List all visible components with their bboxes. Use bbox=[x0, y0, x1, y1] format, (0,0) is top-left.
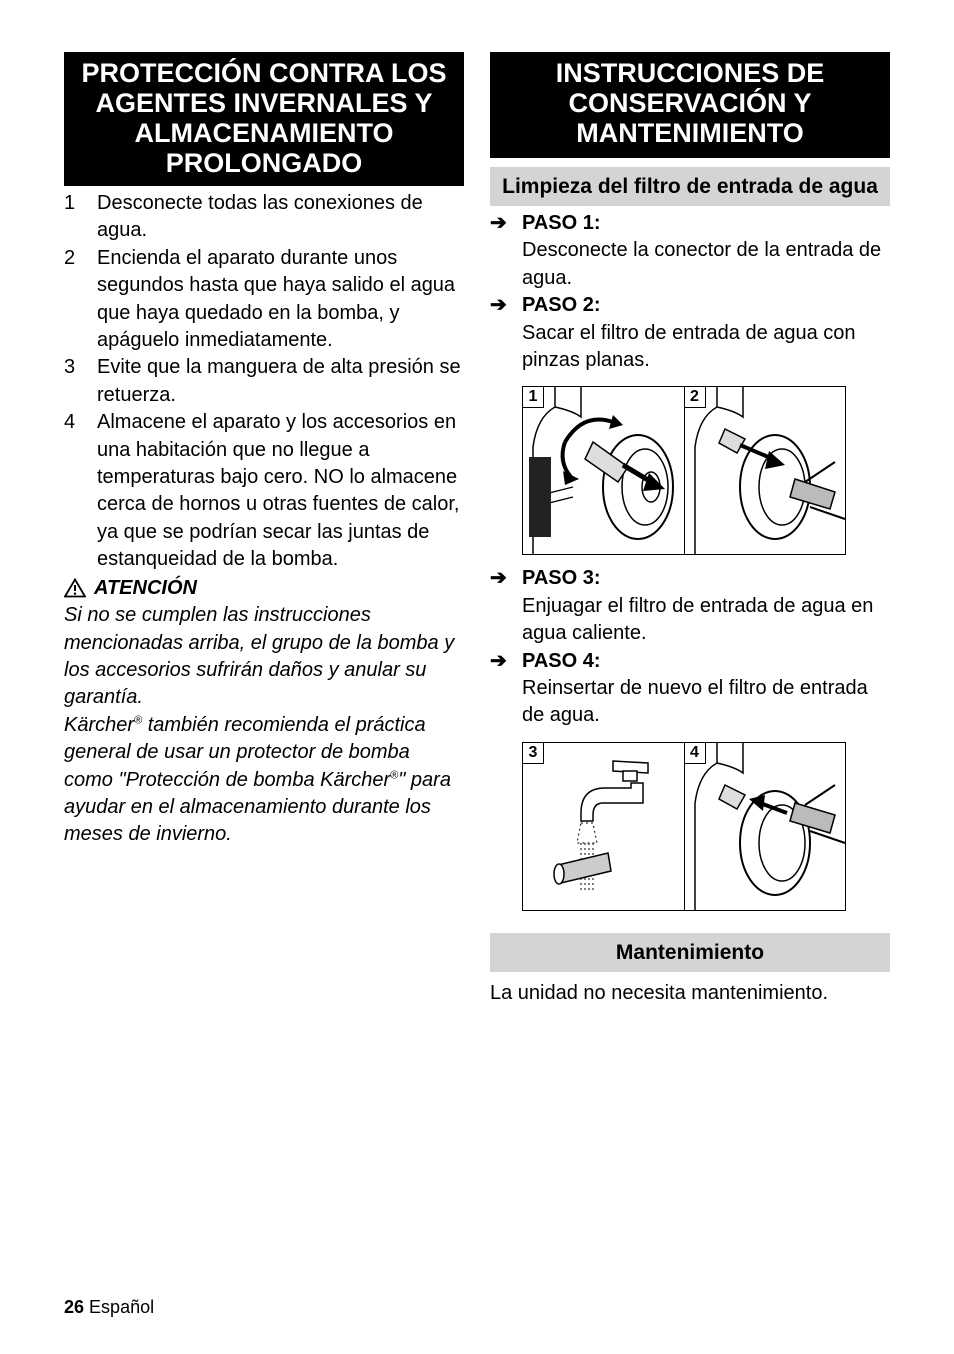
figure-panel-2: 2 bbox=[684, 387, 846, 554]
winter-protection-heading: PROTECCIÓN CONTRA LOS AGENTES INVERNALES Y ALMACENAMIENTO PROLONGADO bbox=[64, 52, 464, 186]
figure-steps-3-4 bbox=[522, 742, 846, 911]
left-column bbox=[64, 52, 464, 849]
figure-panel-4: 4 bbox=[684, 743, 846, 910]
warning-recommendation: Kärcher® también recomienda el práctica general de usar un protector de bomba como "Protección de bomba Kärcher®" para ayudar en el almacenamiento durante los meses de invierno. bbox=[64, 713, 451, 846]
maintenance-subheading: Mantenimiento bbox=[490, 933, 890, 972]
figure-steps-1-2 bbox=[522, 386, 846, 555]
page-language: Español bbox=[89, 1297, 155, 1317]
filter-cleaning-subheading: Limpieza del filtro de entrada de agua bbox=[490, 167, 890, 206]
warning-text: Si no se cumplen las instrucciones mencionadas arriba, el grupo de la bomba y los accesorios sufrirán daños y anular su garantía. Kärcher® también recomienda el práctica general de usar un protector de bomba como "Protección de bomba Kärcher®" para ayudar en el almacenamiento durante los meses de invierno. bbox=[64, 602, 464, 849]
step-1: ➔ PASO 1: Desconecte la conector de la entrada de agua. bbox=[490, 212, 882, 289]
step-4: ➔ PASO 4: Reinsertar de nuevo el filtro de entrada de agua. bbox=[490, 649, 868, 727]
remove-filter-illustration bbox=[685, 387, 846, 554]
rinse-filter-illustration bbox=[523, 743, 684, 910]
warning-title: ATENCIÓN bbox=[64, 575, 464, 602]
arrow-right-icon: ➔ bbox=[490, 649, 507, 672]
step-2: ➔ PASO 2: Sacar el filtro de entrada de agua con pinzas planas. bbox=[490, 294, 856, 372]
list-item: 3 Evite que la manguera de alta presión se retuerza. bbox=[64, 356, 461, 406]
right-column bbox=[490, 52, 890, 1007]
reinsert-filter-illustration bbox=[685, 743, 846, 910]
page-footer bbox=[64, 1297, 154, 1318]
step-3: ➔ PASO 3: Enjuagar el filtro de entrada de agua en agua caliente. bbox=[490, 567, 874, 645]
maintenance-heading: INSTRUCCIONES DE CONSERVACIÓN Y MANTENIMIENTO bbox=[490, 52, 890, 158]
unscrew-connector-illustration bbox=[523, 387, 684, 554]
list-item: 2 Encienda el aparato durante unos segundos hasta que haya salido el agua que haya quedado en la bomba, y apáguelo inmediatamente. bbox=[64, 246, 456, 352]
figure-panel-1: 1 bbox=[523, 387, 684, 554]
arrow-right-icon: ➔ bbox=[490, 567, 507, 590]
list-item: 4 Almacene el aparato y los accesorios en una habitación que no llegue a temperaturas bajo cero. NO lo almacene cerca de hornos u otras fuentes de calor, ya que se podrían secar las juntas de estanqueidad de la bomba. bbox=[64, 411, 460, 571]
maintenance-text: La unidad no necesita mantenimiento. bbox=[490, 981, 829, 1004]
arrow-right-icon: ➔ bbox=[490, 212, 507, 234]
storage-steps-list bbox=[64, 190, 464, 574]
figure-panel-3: 3 bbox=[523, 743, 684, 910]
list-item: 1 Desconecte todas las conexiones de agua. bbox=[64, 192, 423, 242]
warning-triangle-icon bbox=[64, 578, 86, 598]
page-number: 26 bbox=[64, 1297, 85, 1317]
arrow-right-icon: ➔ bbox=[490, 294, 507, 317]
